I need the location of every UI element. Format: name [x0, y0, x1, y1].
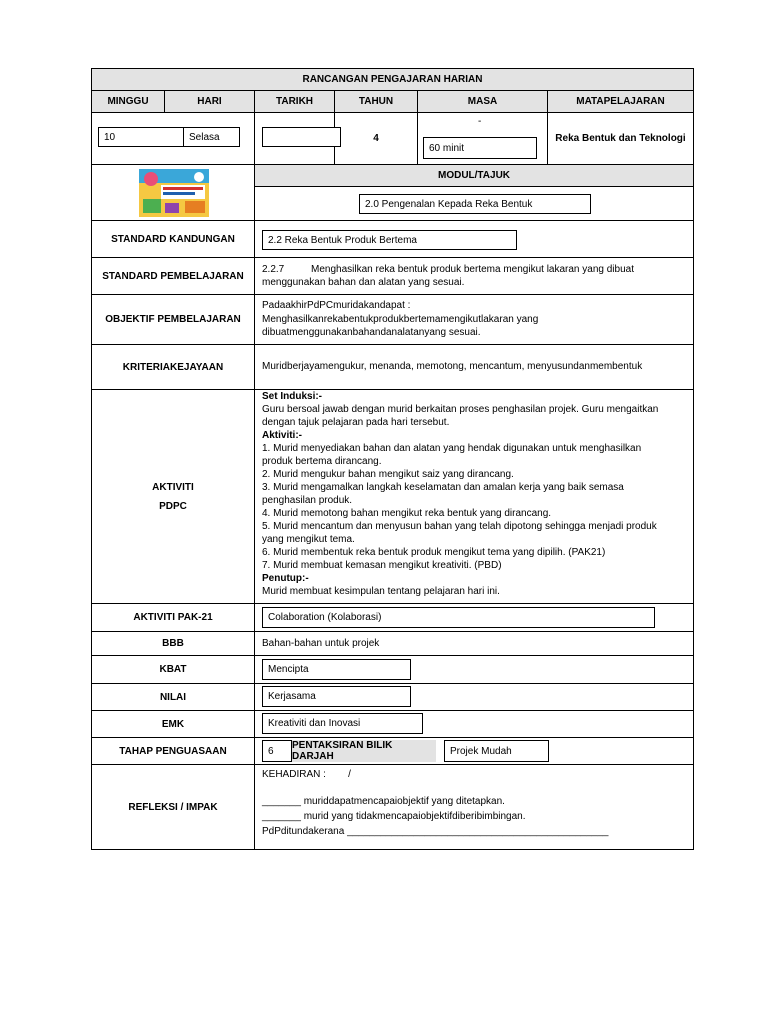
kbat-cell — [255, 656, 693, 683]
standard-pembelajaran-label: STANDARD PEMBELAJARAN — [92, 258, 255, 294]
tahap-cell — [255, 738, 693, 764]
aktiviti-line8: yang mengikut tema. — [262, 534, 355, 545]
kbat-field[interactable]: Mencipta — [262, 659, 411, 680]
aktiviti-row — [92, 390, 693, 604]
kbat-row — [92, 656, 693, 684]
hari-field[interactable]: Selasa — [183, 127, 240, 147]
logo-cell — [92, 165, 255, 220]
aktiviti-line4: 3. Murid mengamalkan langkah keselamatan dan amalan kerja yang baik semasa — [262, 482, 624, 493]
pbd-label: PENTAKSIRAN BILIK DARJAH — [292, 740, 436, 762]
emk-field[interactable]: Kreativiti dan Inovasi — [262, 713, 423, 734]
bbb-row — [92, 632, 693, 656]
aktiviti-label: AKTIVITI PDPC — [92, 390, 255, 603]
header-row — [92, 91, 693, 113]
tahap-field[interactable]: 6 — [262, 740, 292, 762]
refleksi-line2: _______ murid yang tidakmencapaiobjektifdiberibimbingan. — [262, 811, 526, 822]
pbd-field[interactable]: Projek Mudah — [444, 740, 549, 762]
standard-kandungan-field[interactable]: 2.2 Reka Bentuk Produk Bertema — [262, 230, 517, 250]
aktiviti-line7: 5. Murid mencantum dan menyusun bahan yang telah dipotong sehingga menjadi produk — [262, 521, 657, 532]
aktiviti-line10: 7. Murid membuat kemasan mengikut kreativiti. (PBD) — [262, 560, 502, 571]
table-title — [92, 69, 693, 91]
masa-cell — [418, 113, 548, 164]
matapelajaran-cell — [548, 113, 693, 164]
emk-cell — [255, 711, 693, 737]
kriteria-value: Muridberjayamengukur, menanda, memotong, mencantum, menyusundanmembentuk — [262, 361, 643, 372]
objektif-line3: dibuatmenggunakanbahandanalatanyang sesuai. — [262, 327, 481, 338]
aktiviti-line6: 4. Murid memotong bahan mengikut reka bentuk yang dirancang. — [262, 508, 552, 519]
masa-field[interactable]: 60 minit — [423, 137, 537, 159]
standard-kandungan-label: STANDARD KANDUNGAN — [92, 221, 255, 257]
modul-cell — [255, 165, 693, 220]
induksi-line1: Guru bersoal jawab dengan murid berkaitan proses penghasilan projek. Guru mengaitkan — [262, 404, 659, 415]
refleksi-cell — [255, 765, 693, 849]
refleksi-line1: _______ muriddapatmencapaiobjektif yang ditetapkan. — [262, 796, 505, 807]
aktiviti-line1: 1. Murid menyediakan bahan dan alatan yang hendak digunakan untuk menghasilkan — [262, 443, 642, 454]
standard-pembelajaran-text2: menggunakan bahan dan alatan yang sesuai. — [262, 277, 465, 288]
aktiviti-line3: 2. Murid mengukur bahan mengikut saiz yang dirancang. — [262, 469, 514, 480]
kbat-label: KBAT — [92, 656, 255, 683]
objektif-label: OBJEKTIF PEMBELAJARAN — [92, 295, 255, 344]
emk-row — [92, 711, 693, 738]
col-tarikh: TARIKH — [255, 91, 335, 112]
kriteria-label: KRITERIAKEJAYAAN — [92, 345, 255, 389]
modul-heading: MODUL/TAJUK — [255, 165, 693, 187]
nilai-field[interactable]: Kerjasama — [262, 686, 411, 707]
tahap-label: TAHAP PENGUASAAN — [92, 738, 255, 764]
nilai-label: NILAI — [92, 684, 255, 710]
bbb-cell — [255, 632, 693, 655]
info-row — [92, 113, 693, 165]
set-induksi-heading: Set Induksi:- — [262, 391, 323, 402]
book-cover-image — [139, 169, 209, 217]
tahap-row — [92, 738, 693, 765]
masa-top: - — [478, 116, 482, 127]
penutup-heading: Penutup:- — [262, 573, 309, 584]
pak21-field[interactable]: Colaboration (Kolaborasi) — [262, 607, 655, 628]
objektif-line1: PadaakhirPdPCmuridakandapat : — [262, 300, 411, 311]
nilai-row — [92, 684, 693, 711]
matapelajaran-value: Reka Bentuk dan Teknologi — [555, 133, 686, 144]
standard-kandungan-row — [92, 221, 693, 258]
standard-pembelajaran-row — [92, 258, 693, 295]
objektif-cell — [255, 295, 693, 344]
minggu-hari-cell — [92, 113, 255, 164]
col-tahun: TAHUN — [335, 91, 418, 112]
nilai-cell — [255, 684, 693, 710]
penutup-text: Murid membuat kesimpulan tentang pelajaran hari ini. — [262, 586, 500, 597]
objektif-line2: Menghasilkanrekabentukprodukbertemamengikutlakaran yang — [262, 314, 539, 325]
bbb-label: BBB — [92, 632, 255, 655]
standard-pembelajaran-code: 2.2.7 — [262, 264, 285, 275]
kriteria-cell — [255, 345, 693, 389]
standard-pembelajaran-text1: Menghasilkan reka bentuk produk bertema mengikut lakaran yang dibuat — [311, 264, 634, 275]
page-title: RANCANGAN PENGAJARAN HARIAN — [302, 74, 483, 85]
induksi-line2: dengan tajuk pelajaran pada hari tersebut. — [262, 417, 450, 428]
modul-field[interactable]: 2.0 Pengenalan Kepada Reka Bentuk — [359, 194, 591, 214]
kehadiran-text: KEHADIRAN : / — [262, 769, 351, 780]
pak21-label: AKTIVITI PAK-21 — [92, 604, 255, 631]
tahun-value: 4 — [373, 133, 379, 144]
modul-row — [92, 165, 693, 221]
col-masa: MASA — [418, 91, 548, 112]
col-matapelajaran: MATAPELAJARAN — [576, 96, 665, 107]
lesson-plan-table — [91, 68, 694, 850]
tahun-cell — [335, 113, 418, 164]
refleksi-label: REFLEKSI / IMPAK — [92, 765, 255, 849]
pak21-row — [92, 604, 693, 632]
tarikh-cell — [255, 113, 335, 164]
col-minggu: MINGGU — [92, 91, 165, 112]
aktiviti-line2: produk bertema dirancang. — [262, 456, 382, 467]
aktiviti-line5: penghasilan produk. — [262, 495, 353, 506]
minggu-field[interactable]: 10 — [98, 127, 184, 147]
tarikh-field[interactable] — [262, 127, 341, 147]
kriteria-row — [92, 345, 693, 390]
aktiviti-heading: Aktiviti:- — [262, 430, 302, 441]
objektif-row — [92, 295, 693, 345]
aktiviti-cell — [255, 390, 693, 603]
refleksi-row — [92, 765, 693, 849]
standard-pembelajaran-cell — [255, 258, 693, 294]
pak21-cell — [255, 604, 693, 631]
bbb-value: Bahan-bahan untuk projek — [262, 638, 380, 649]
emk-label: EMK — [92, 711, 255, 737]
refleksi-line3: PdPditundakerana _______________________________________________ — [262, 826, 609, 837]
aktiviti-line9: 6. Murid membentuk reka bentuk produk mengikut tema yang dipilih. (PAK21) — [262, 547, 606, 558]
standard-kandungan-cell — [255, 221, 693, 257]
col-hari: HARI — [165, 91, 255, 112]
